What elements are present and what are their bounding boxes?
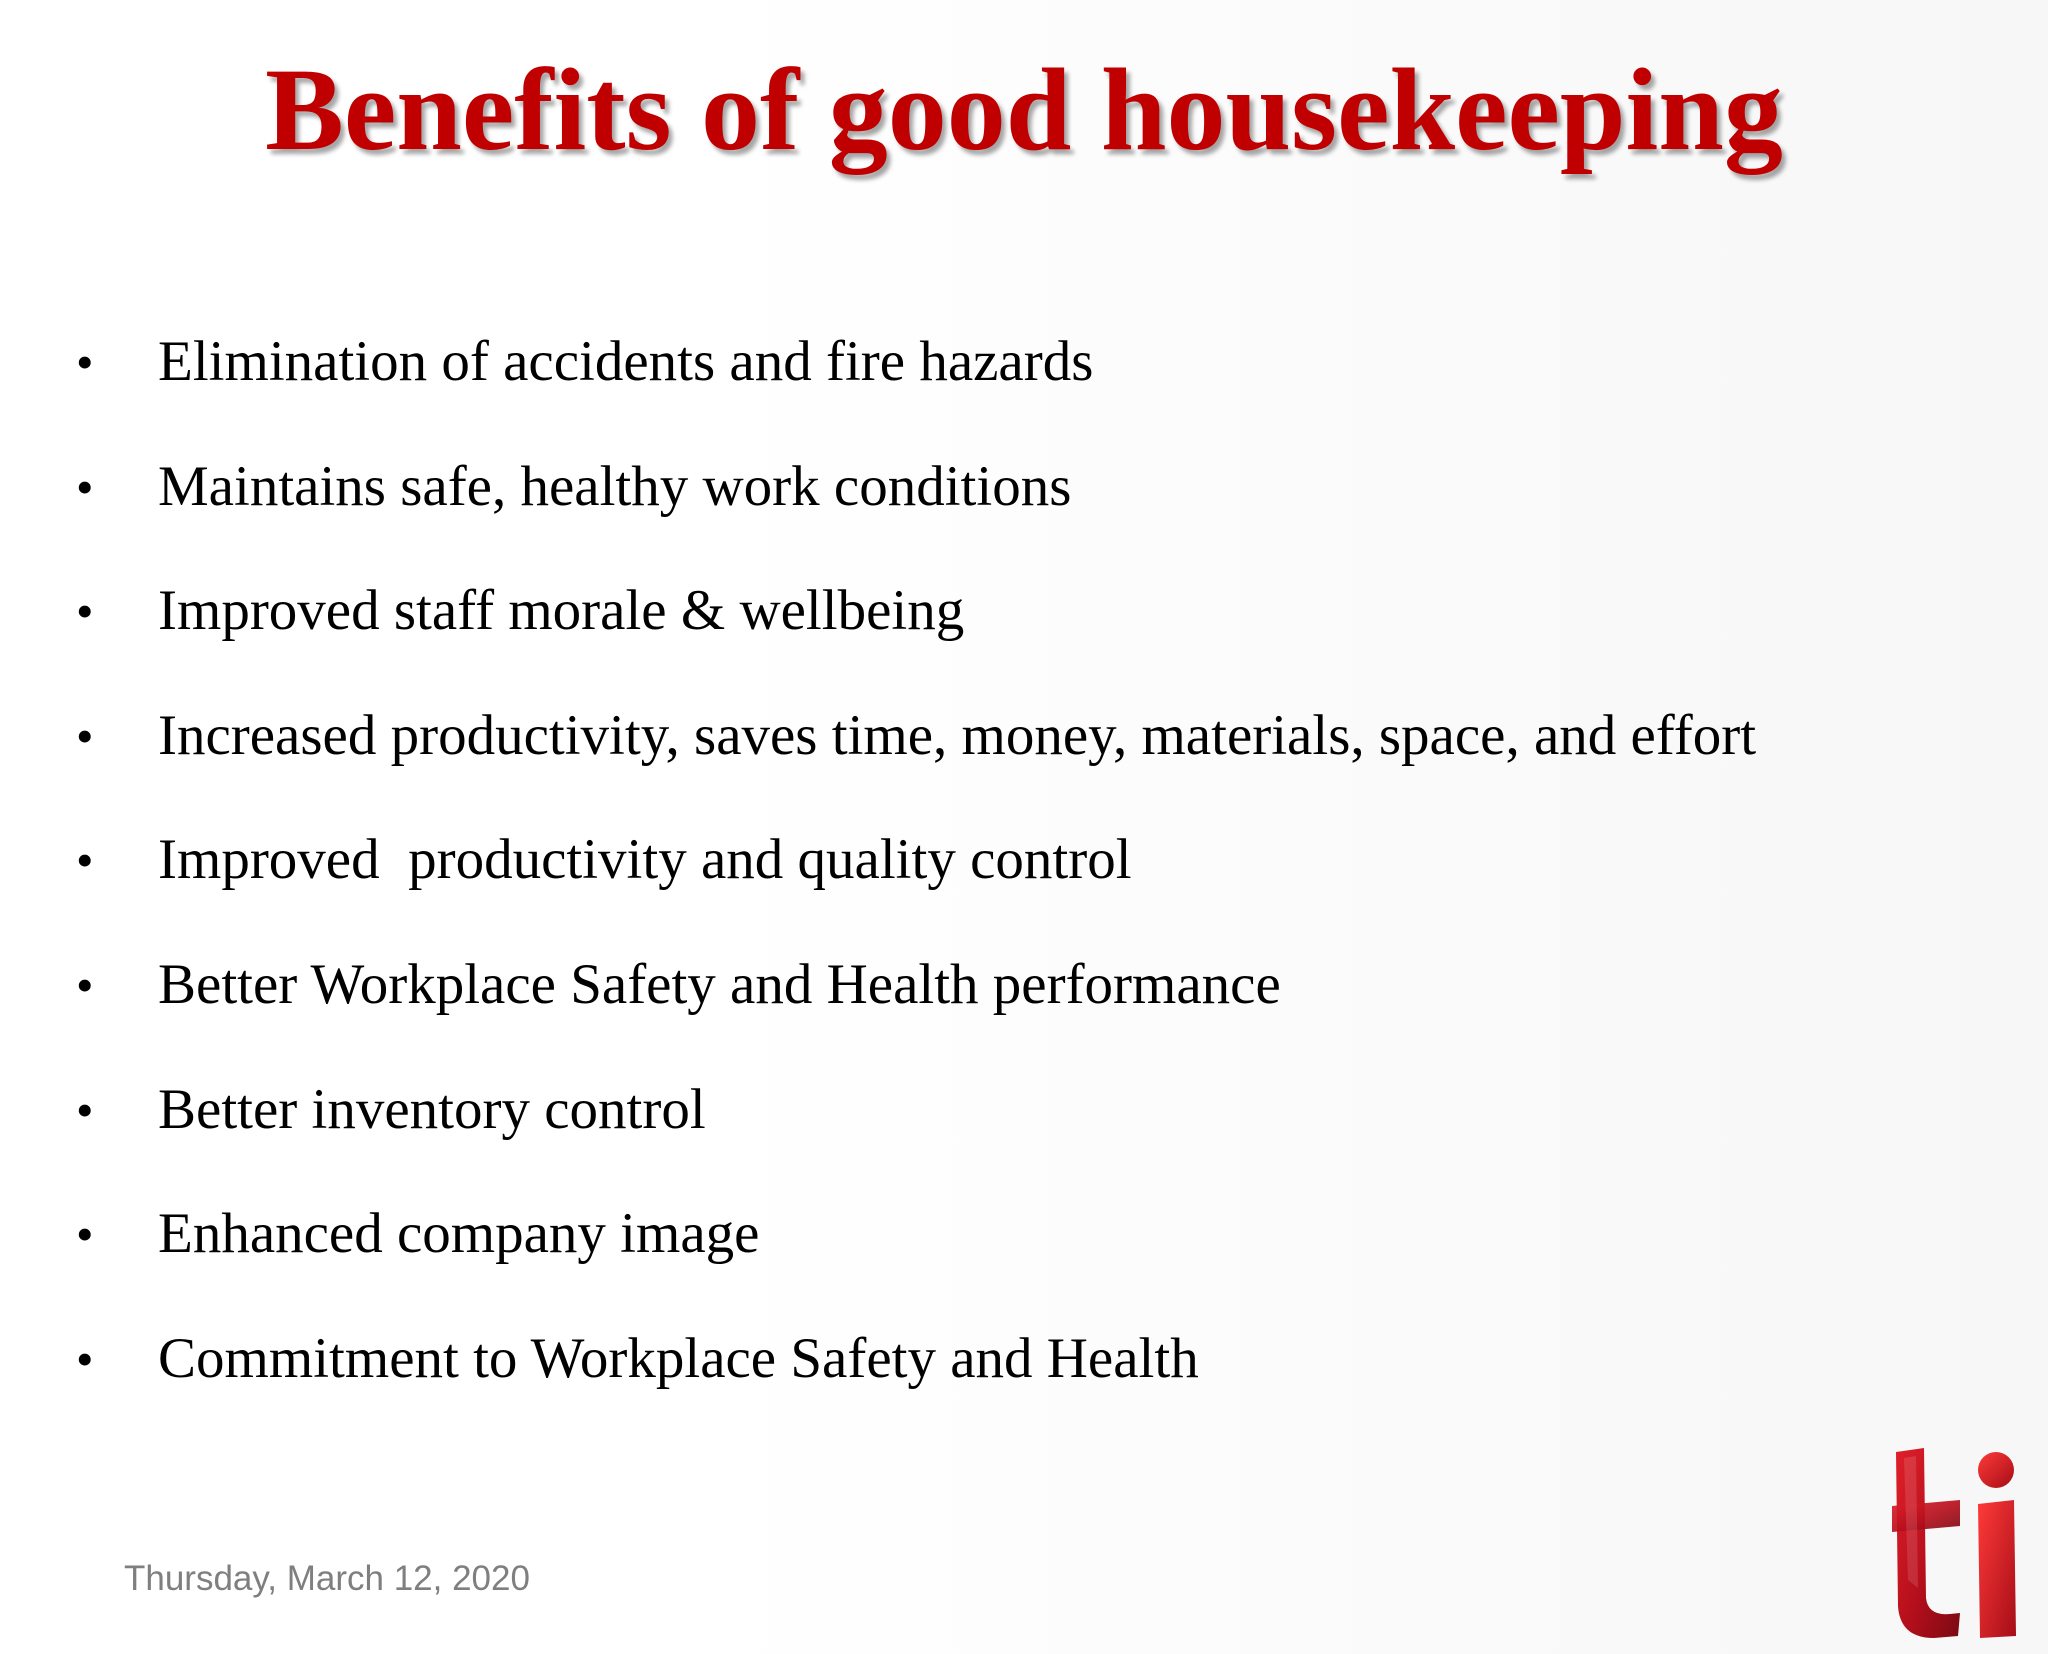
list-item <box>0 1048 2048 1173</box>
bullet-icon: • <box>76 583 94 640</box>
list-item <box>0 300 2048 425</box>
bullet-list <box>0 300 2048 1421</box>
bullet-icon: • <box>76 832 94 889</box>
list-item <box>0 923 2048 1048</box>
list-item <box>0 674 2048 799</box>
bullet-icon: • <box>76 334 94 390</box>
bullet-text: Commitment to Workplace Safety and Health <box>158 1326 1199 1390</box>
ti-logo-graphic <box>1890 1448 2020 1638</box>
bullet-icon: • <box>76 458 94 515</box>
list-item <box>0 798 2048 923</box>
bullet-text: Maintains safe, healthy work conditions <box>158 454 1072 518</box>
slide-title: Benefits of good housekeeping <box>265 44 1783 175</box>
bullet-text: Increased productivity, saves time, money, materials, space, and effort <box>158 703 1757 767</box>
list-item <box>0 1297 2048 1422</box>
bullet-icon: • <box>76 956 94 1013</box>
bullet-text: Elimination of accidents and fire hazards <box>158 330 1094 393</box>
list-item <box>0 1172 2048 1297</box>
bullet-text: Better inventory control <box>158 1077 706 1141</box>
bullet-icon: • <box>76 1330 94 1387</box>
list-item <box>0 549 2048 674</box>
bullet-text: Enhanced company image <box>158 1202 760 1266</box>
bullet-icon: • <box>76 1206 94 1263</box>
ti-logo-icon <box>1890 1448 2020 1638</box>
bullet-text: Improved staff morale & wellbeing <box>158 579 965 643</box>
list-item <box>0 425 2048 550</box>
bullet-icon: • <box>76 707 94 764</box>
bullet-icon: • <box>76 1081 94 1138</box>
footer-date: Thursday, March 12, 2020 <box>124 1559 530 1598</box>
bullet-text: Improved productivity and quality control <box>158 828 1132 892</box>
bullet-text: Better Workplace Safety and Health performance <box>158 952 1281 1016</box>
